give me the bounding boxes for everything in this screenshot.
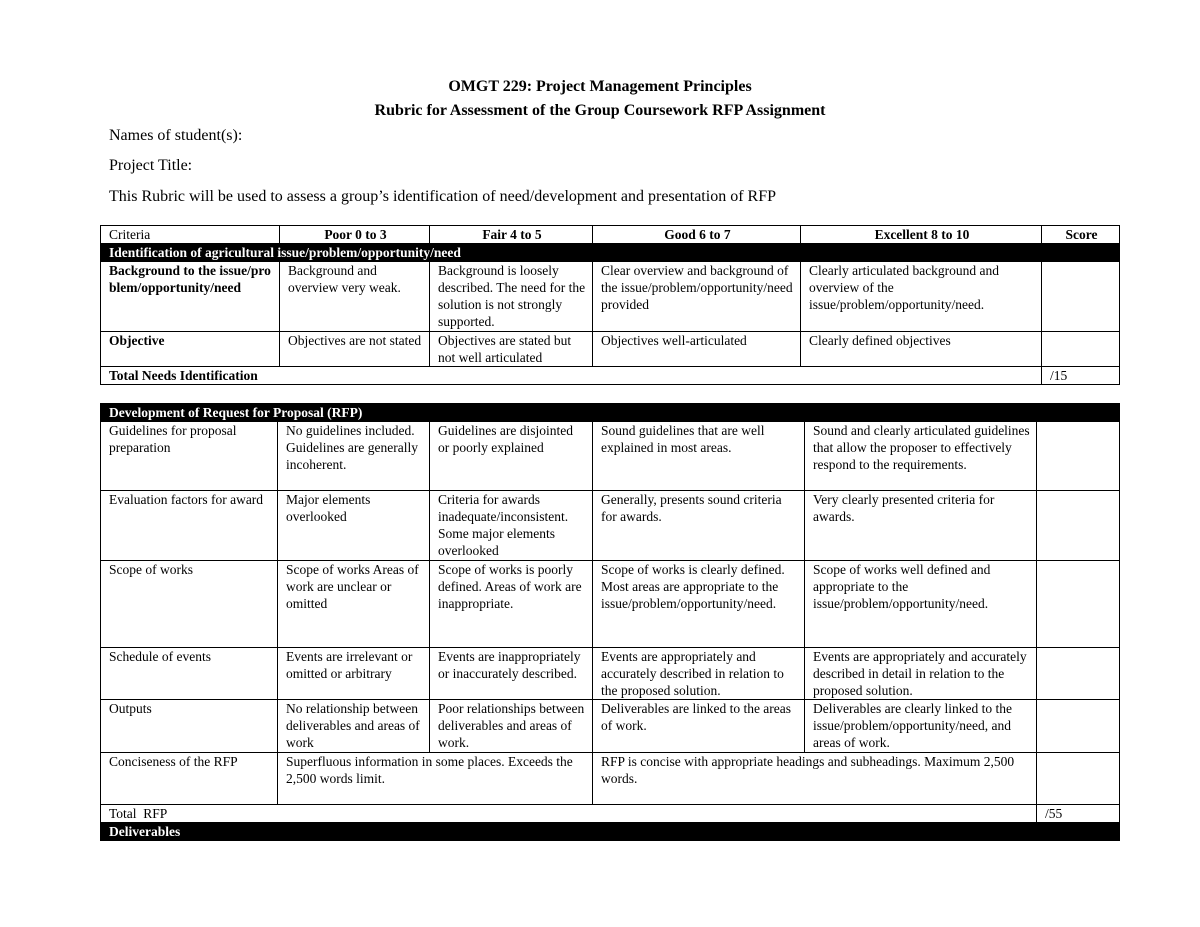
fair-cell: Background is loosely described. The need for the solution is not strongly supported. <box>430 262 593 332</box>
criterion-cell: Schedule of events <box>101 648 278 700</box>
table-row <box>101 561 1120 648</box>
excellent-cell: Events are appropriately and accurately described in detail in relation to the proposed solution. <box>805 648 1037 700</box>
score-cell <box>1037 561 1120 648</box>
names-label: Names of student(s): <box>109 127 243 144</box>
good-cell: Generally, presents sound criteria for awards. <box>593 491 805 561</box>
col-good: Good 6 to 7 <box>593 226 801 244</box>
section-heading: Development of Request for Proposal (RFP) <box>101 404 1120 422</box>
col-fair: Fair 4 to 5 <box>430 226 593 244</box>
col-score: Score <box>1042 226 1120 244</box>
criterion-cell: Conciseness of the RFP <box>101 753 278 805</box>
total-row <box>101 367 1120 385</box>
section-heading: Identification of agricultural issue/problem/opportunity/need <box>101 244 1120 262</box>
total-label: Total Needs Identification <box>101 367 1042 385</box>
poor-cell: Objectives are not stated <box>280 332 430 367</box>
poor-cell: No relationship between deliverables and areas of work <box>278 700 430 753</box>
total-row <box>101 805 1120 823</box>
criterion-cell: Guidelines for proposal preparation <box>101 422 278 491</box>
good-cell: Scope of works is clearly defined. Most areas are appropriate to the issue/problem/opportunity/need. <box>593 561 805 648</box>
good-cell: Events are appropriately and accurately described in relation to the proposed solution. <box>593 648 805 700</box>
criterion-cell: Outputs <box>101 700 278 753</box>
rfp-development-table <box>100 403 1120 841</box>
fair-cell: Guidelines are disjointed or poorly explained <box>430 422 593 491</box>
score-cell <box>1037 700 1120 753</box>
poor-cell: Scope of works Areas of work are unclear or omitted <box>278 561 430 648</box>
score-cell <box>1037 753 1120 805</box>
project-title-label: Project Title: <box>109 157 193 174</box>
fair-cell: Objectives are stated but not well articulated <box>430 332 593 367</box>
good-cell: Clear overview and background of the issue/problem/opportunity/need provided <box>593 262 801 332</box>
table-row <box>101 422 1120 491</box>
column-header-row <box>101 226 1120 244</box>
table-row <box>101 753 1120 805</box>
good-cell: Deliverables are linked to the areas of work. <box>593 700 805 753</box>
table-row <box>101 491 1120 561</box>
excellent-cell: Clearly articulated background and overview of the issue/problem/opportunity/need. <box>801 262 1042 332</box>
criterion-cell: Evaluation factors for award <box>101 491 278 561</box>
poor-cell: Events are irrelevant or omitted or arbitrary <box>278 648 430 700</box>
good-excellent-cell: RFP is concise with appropriate headings and subheadings. Maximum 2,500 words. <box>593 753 1037 805</box>
criterion-cell: Background to the issue/problem/opportunity/need <box>101 262 280 332</box>
excellent-cell: Sound and clearly articulated guidelines that allow the proposer to effectively respond to the requirements. <box>805 422 1037 491</box>
table-row <box>101 332 1120 367</box>
total-label: Total RFP <box>101 805 1037 823</box>
excellent-cell: Scope of works well defined and appropriate to the issue/problem/opportunity/need. <box>805 561 1037 648</box>
fair-cell: Scope of works is poorly defined. Areas of work are inappropriate. <box>430 561 593 648</box>
section-heading-row <box>101 244 1120 262</box>
section-heading-row <box>101 404 1120 422</box>
table-row <box>101 262 1120 332</box>
poor-cell: Major elements overlooked <box>278 491 430 561</box>
score-cell <box>1037 491 1120 561</box>
fair-cell: Events are inappropriately or inaccurately described. <box>430 648 593 700</box>
table-row <box>101 700 1120 753</box>
score-cell <box>1042 332 1120 367</box>
poor-cell: No guidelines included. Guidelines are generally incoherent. <box>278 422 430 491</box>
good-cell: Sound guidelines that are well explained in most areas. <box>593 422 805 491</box>
rubric-subtitle: Rubric for Assessment of the Group Coursework RFP Assignment <box>374 102 826 119</box>
score-cell <box>1037 422 1120 491</box>
fair-cell: Poor relationships between deliverables and areas of work. <box>430 700 593 753</box>
fair-cell: Criteria for awards inadequate/inconsistent. Some major elements overlooked <box>430 491 593 561</box>
score-cell <box>1037 648 1120 700</box>
col-criteria: Criteria <box>101 226 280 244</box>
excellent-cell: Very clearly presented criteria for awards. <box>805 491 1037 561</box>
col-poor: Poor 0 to 3 <box>280 226 430 244</box>
deliverables-heading: Deliverables <box>101 823 1120 841</box>
col-excellent: Excellent 8 to 10 <box>801 226 1042 244</box>
table-row <box>101 648 1120 700</box>
criterion-cell: Objective <box>101 332 280 367</box>
total-value: /15 <box>1042 367 1120 385</box>
intro-text: This Rubric will be used to assess a group’s identification of need/development and presentation of RFP <box>109 188 776 205</box>
excellent-cell: Deliverables are clearly linked to the issue/problem/opportunity/need, and areas of work. <box>805 700 1037 753</box>
deliverables-heading-row <box>101 823 1120 841</box>
needs-identification-table <box>100 225 1120 385</box>
score-cell <box>1042 262 1120 332</box>
poor-cell: Background and overview very weak. <box>280 262 430 332</box>
criterion-cell: Scope of works <box>101 561 278 648</box>
course-title: OMGT 229: Project Management Principles <box>448 78 752 95</box>
poor-fair-cell: Superfluous information in some places. Exceeds the 2,500 words limit. <box>278 753 593 805</box>
good-cell: Objectives well-articulated <box>593 332 801 367</box>
excellent-cell: Clearly defined objectives <box>801 332 1042 367</box>
total-value: /55 <box>1037 805 1120 823</box>
